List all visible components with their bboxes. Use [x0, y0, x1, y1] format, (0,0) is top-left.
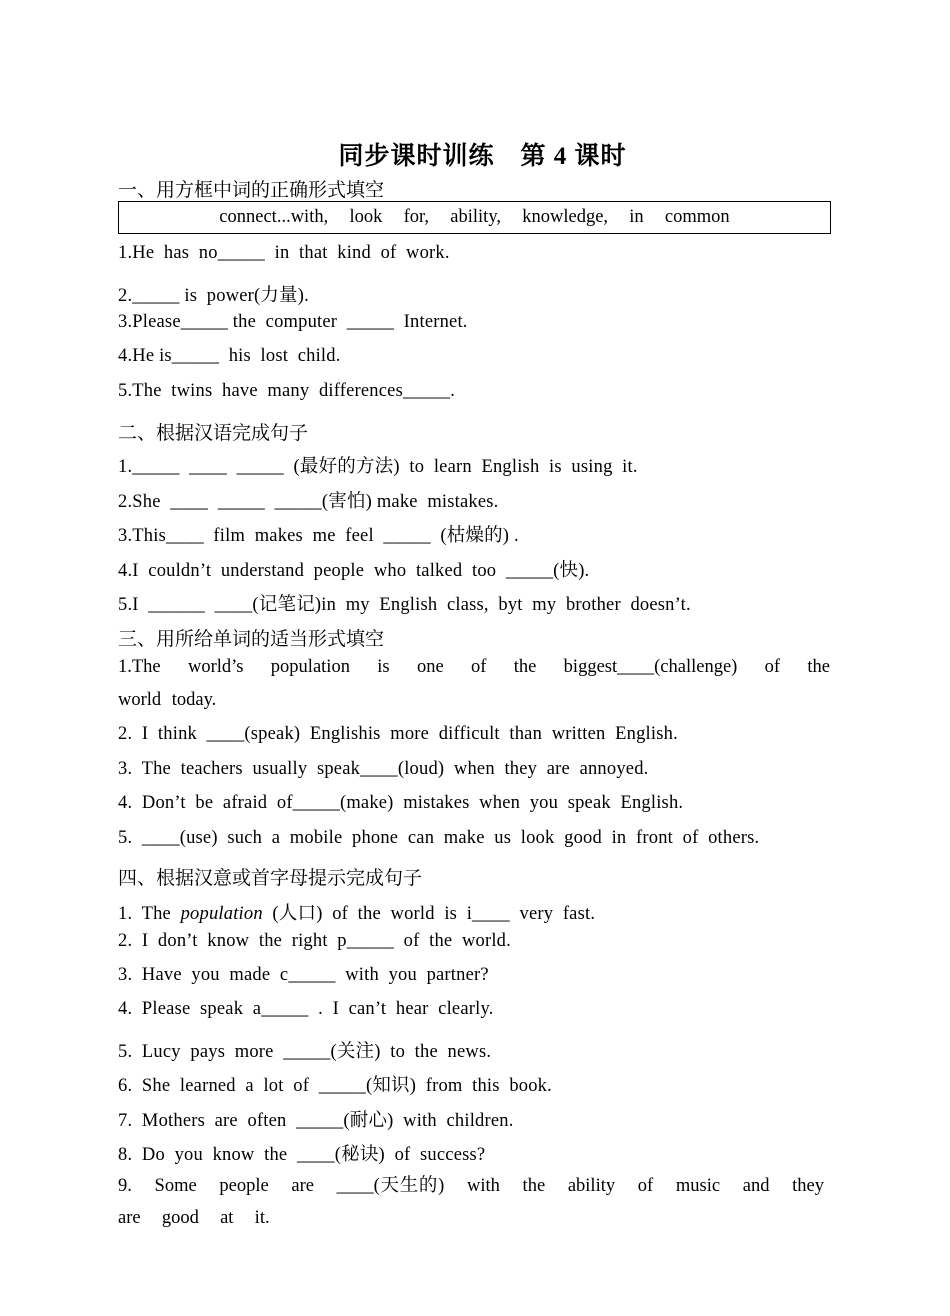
- s3-item-2: 2. I think ____(speak) Englishis more difficult than written English.: [118, 724, 678, 744]
- s3-item-5: 5. ____(use) such a mobile phone can make us look good in front of others.: [118, 828, 760, 848]
- section-3-heading: 三、用所给单词的适当形式填空: [118, 629, 385, 650]
- s3-item-1: 1.The world’s population is one of the biggest____(challenge) of the world today.: [118, 657, 852, 710]
- s3-item-3: 3. The teachers usually speak____(loud) when they are annoyed.: [118, 759, 649, 779]
- s2-item-5: 5.I ______ ____(记笔记)in my English class, byt my brother doesn’t.: [118, 595, 691, 615]
- s2-item-3: 3.This____ film makes me feel _____ (枯燥的) .: [118, 526, 519, 546]
- s2-item-2: 2.She ____ _____ _____(害怕) make mistakes.: [118, 492, 499, 512]
- s4-item-1: [118, 899, 595, 925]
- s1-item-3: 3.Please_____ the computer _____ Internet.: [118, 312, 468, 332]
- s1-item-5: 5.The twins have many differences_____.: [118, 381, 456, 401]
- s4-item-5: 5. Lucy pays more _____(关注) to the news.: [118, 1042, 492, 1062]
- word-box: connect...with, look for, ability, knowledge, in common: [118, 201, 831, 234]
- s2-item-4: 4.I couldn’t understand people who talked too _____(快).: [118, 561, 590, 581]
- section-2-heading: 二、根据汉语完成句子: [118, 423, 309, 444]
- s1-item-4: 4.He is_____ his lost child.: [118, 346, 341, 366]
- s4-item-1-italic-word: population: [180, 904, 263, 924]
- s4-item-9: 9. Some people are ____(天生的) with the ability of music and they are good at it.: [118, 1176, 846, 1228]
- s4-item-8: 8. Do you know the ____(秘诀) of success?: [118, 1145, 486, 1165]
- s4-item-2: 2. I don’t know the right p_____ of the world.: [118, 931, 511, 951]
- s4-item-1-after: (人口) of the world is i____ very fast.: [262, 904, 596, 924]
- page-title: 同步课时训练 第 4 课时: [338, 143, 627, 170]
- section-1-heading: 一、用方框中词的正确形式填空: [118, 180, 385, 201]
- s1-item-1: 1.He has no_____ in that kind of work.: [118, 243, 450, 263]
- s4-item-6: 6. She learned a lot of _____(知识) from this book.: [118, 1076, 552, 1096]
- s3-item-4: 4. Don’t be afraid of_____(make) mistakes when you speak English.: [118, 793, 684, 813]
- s2-item-1: 1._____ ____ _____ (最好的方法) to learn English is using it.: [118, 457, 638, 477]
- section-4-heading: 四、根据汉意或首字母提示完成句子: [118, 868, 423, 889]
- s4-item-4: 4. Please speak a_____ . I can’t hear clearly.: [118, 999, 494, 1019]
- s4-item-1-before: 1. The: [118, 904, 181, 924]
- s4-item-7: 7. Mothers are often _____(耐心) with children.: [118, 1111, 514, 1131]
- s1-item-2: 2._____ is power(力量).: [118, 286, 309, 306]
- s4-item-3: 3. Have you made c_____ with you partner?: [118, 965, 489, 985]
